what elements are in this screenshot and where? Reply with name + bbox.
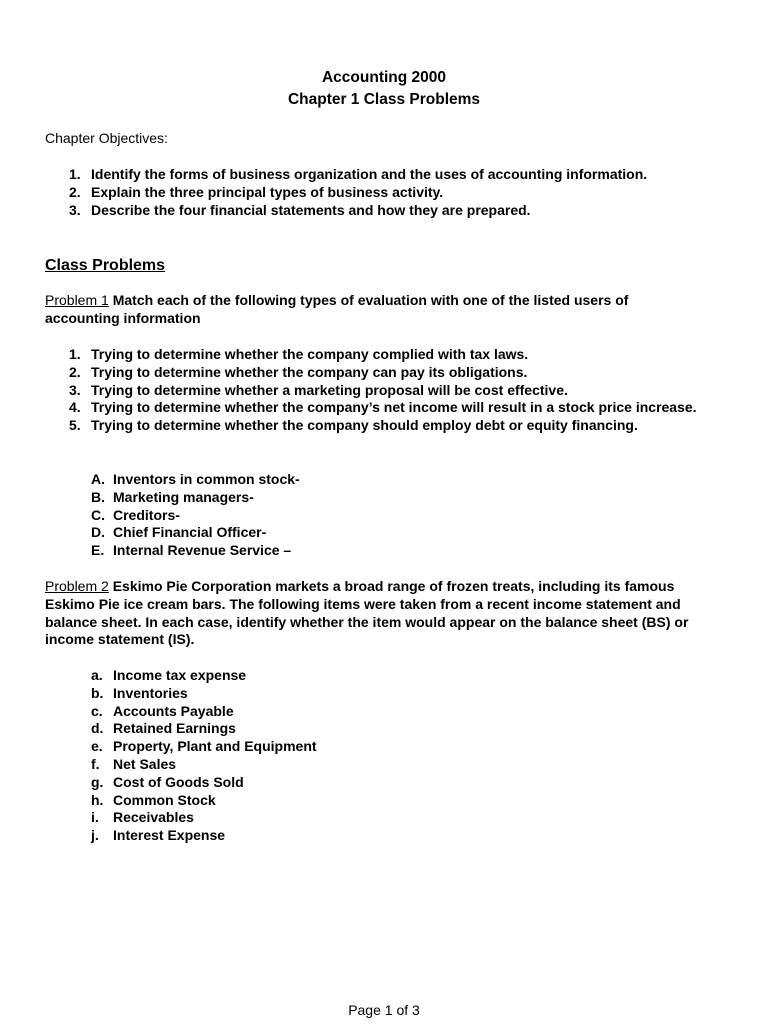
class-problems-heading: Class Problems (45, 257, 166, 274)
list-item-text: Income tax expense (113, 667, 247, 683)
list-item-text: Creditors- (113, 506, 180, 523)
list-item-text: Trying to determine whether the company’s net income will result in a stock price increase. (91, 399, 697, 416)
list-item-text: Explain the three principal types of business activity. (91, 183, 444, 200)
list-item-text: Describe the four financial statements and how they are prepared. (91, 201, 531, 218)
list-item (69, 399, 709, 417)
list-marker: e. (91, 738, 103, 755)
list-item-text: Net Sales (113, 755, 177, 772)
list-marker: h. (91, 791, 104, 808)
list-marker: 3. (69, 381, 81, 398)
list-item-text: Internal Revenue Service – (113, 542, 292, 559)
list-item-text: Marketing managers- (113, 488, 254, 505)
list-item (91, 524, 691, 542)
list-item-text: Inventors in common stock- (113, 471, 300, 487)
list-item (69, 364, 709, 382)
list-item (69, 346, 709, 364)
list-marker: C. (91, 506, 105, 523)
list-item (91, 774, 691, 792)
objectives-list (69, 166, 729, 219)
document-title: Accounting 2000 (321, 69, 447, 86)
objectives-label: Chapter Objectives: (45, 130, 168, 146)
list-item (91, 685, 691, 703)
list-item-text: Receivables (113, 809, 194, 826)
list-item-text: Inventories (113, 684, 188, 701)
problem-2-items-list (91, 667, 691, 845)
list-marker: 2. (69, 363, 81, 380)
list-item (91, 471, 691, 489)
list-marker: i. (91, 809, 99, 826)
problem-2-label: Problem 2 (45, 578, 109, 594)
list-item (91, 809, 691, 827)
list-item-text: Cost of Goods Sold (113, 773, 244, 790)
list-item (91, 489, 691, 507)
list-item (69, 184, 729, 202)
list-marker: b. (91, 684, 104, 701)
list-item (91, 667, 691, 685)
problem-1-prompt (45, 292, 705, 328)
list-item-text: Accounts Payable (113, 702, 234, 719)
list-item-text: Trying to determine whether a marketing proposal will be cost effective. (91, 381, 568, 398)
list-marker: 1. (69, 166, 81, 182)
list-marker: B. (91, 488, 105, 505)
list-item (91, 720, 691, 738)
list-marker: A. (91, 471, 105, 487)
list-marker: c. (91, 702, 103, 719)
list-item-text: Identify the forms of business organization and the uses of accounting information. (91, 166, 648, 182)
list-item-text: Chief Financial Officer- (113, 524, 267, 541)
list-item (91, 703, 691, 721)
list-marker: D. (91, 524, 105, 541)
list-item (91, 827, 691, 845)
list-marker: 4. (69, 399, 81, 416)
problem-2-text: Eskimo Pie Corporation markets a broad range of frozen treats, including its famous Eskimo Pie ice cream bars. The following items were taken from a recent income statement and balance sheet. In each case, identify whether the item would appear on the balance sheet (BS) or income statement (IS). (45, 578, 689, 648)
problem-1-evaluations-list (69, 346, 709, 435)
list-item (91, 738, 691, 756)
problem-1-text: Match each of the following types of evaluation with one of the listed users of accounting information (45, 292, 629, 326)
list-marker: E. (91, 542, 105, 559)
list-item-text: Trying to determine whether the company can pay its obligations. (91, 363, 528, 380)
list-marker: j. (91, 827, 99, 844)
list-marker: 3. (69, 201, 81, 218)
list-item-text: Common Stock (113, 791, 216, 808)
list-item (91, 756, 691, 774)
list-marker: 1. (69, 346, 81, 362)
list-item (69, 166, 729, 184)
list-item (91, 507, 691, 525)
list-item-text: Retained Earnings (113, 720, 236, 737)
problem-2-prompt (45, 578, 705, 649)
document-subtitle: Chapter 1 Class Problems (287, 91, 481, 108)
list-item-text: Trying to determine whether the company should employ debt or equity financing. (91, 417, 638, 434)
list-marker: 2. (69, 183, 81, 200)
list-marker: g. (91, 773, 104, 790)
list-item-text: Interest Expense (113, 827, 226, 844)
problem-1-users-list (91, 471, 691, 560)
list-marker: a. (91, 667, 103, 683)
list-marker: 5. (69, 417, 81, 434)
list-marker: f. (91, 755, 100, 772)
list-item (69, 202, 729, 220)
list-item (69, 417, 709, 435)
list-item (91, 542, 691, 560)
list-item (69, 382, 709, 400)
list-marker: d. (91, 720, 104, 737)
page-number: Page 1 of 3 (348, 1002, 420, 1018)
list-item-text: Trying to determine whether the company complied with tax laws. (91, 346, 529, 362)
problem-1-label: Problem 1 (45, 292, 109, 308)
list-item (91, 792, 691, 810)
list-item-text: Property, Plant and Equipment (113, 738, 317, 755)
